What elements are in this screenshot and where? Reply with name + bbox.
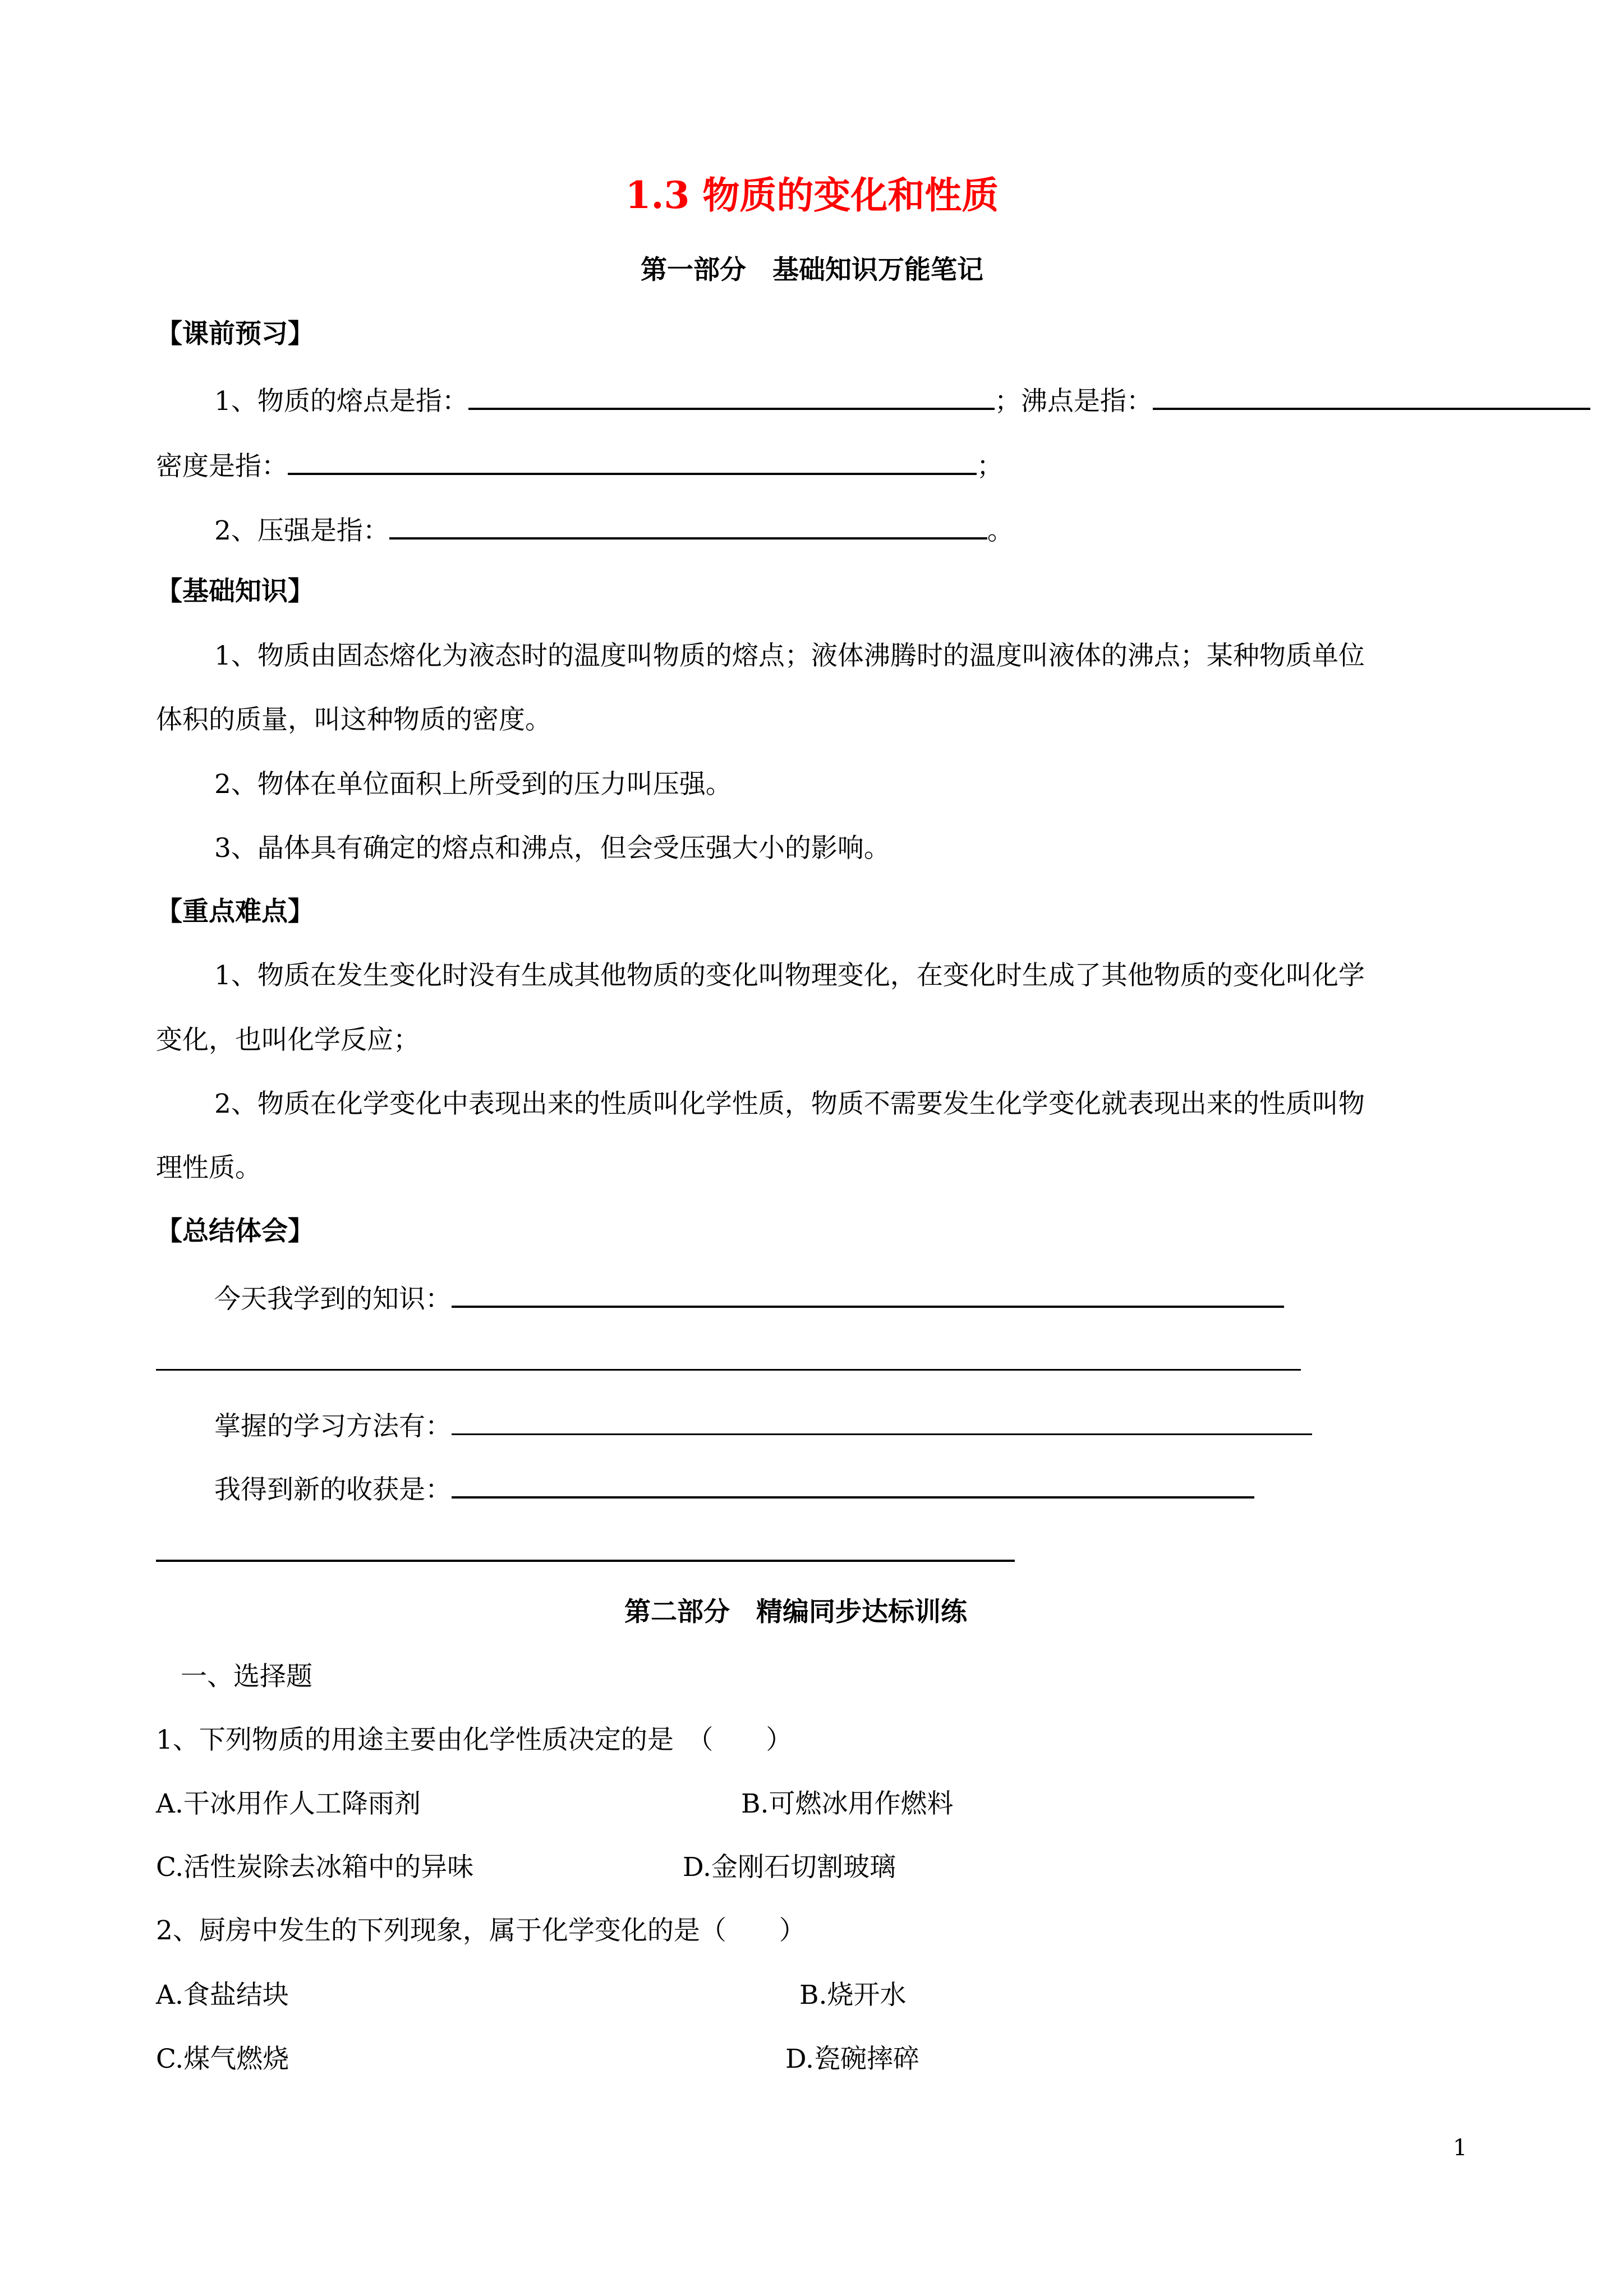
section-choice-heading: 一、选择题	[181, 1661, 312, 1692]
density-prompt: 密度是指：	[156, 451, 288, 482]
key-p1-line1: 1、物质在发生变化时没有生成其他物质的变化叫物理变化，在变化时生成了其他物质的变化叫化学	[214, 960, 1365, 991]
basic-p2: 2、物体在单位面积上所受到的压力叫压强。	[214, 769, 732, 800]
q1-option-c[interactable]: C.活性炭除去冰箱中的异味	[156, 1852, 474, 1883]
part1-heading: 第一部分 基础知识万能笔记	[641, 255, 983, 285]
key-heading: 【重点难点】	[156, 896, 314, 927]
part2-heading: 第二部分 精编同步达标训练	[624, 1597, 967, 1628]
preview-q2-line	[214, 511, 1014, 548]
q1-option-b[interactable]: B.可燃冰用作燃料	[741, 1788, 954, 1819]
q2-option-b[interactable]: B.烧开水	[799, 1980, 907, 2011]
q1-option-d[interactable]: D.金刚石切割玻璃	[683, 1852, 896, 1883]
learned-blank[interactable]	[452, 1280, 1284, 1308]
q2-option-c[interactable]: C.煤气燃烧	[156, 2044, 289, 2074]
basic-p1-line2: 体积的质量，叫这种物质的密度。	[156, 704, 551, 735]
pressure-suffix: 。	[987, 515, 1014, 546]
learned-blank-continued[interactable]	[156, 1369, 1301, 1371]
summary-learned-line	[214, 1280, 1284, 1316]
gains-blank-continued[interactable]	[156, 1560, 1015, 1562]
key-p2-line1: 2、物质在化学变化中表现出来的性质叫化学性质，物质不需要发生化学变化就表现出来的性质叫物	[214, 1089, 1365, 1119]
preview-q1b-line	[156, 447, 1003, 483]
summary-heading: 【总结体会】	[156, 1216, 314, 1247]
preview-q1-line	[214, 382, 1590, 418]
melting-point-prompt: 1、物质的熔点是指：	[214, 386, 468, 417]
q2-option-d[interactable]: D.瓷碗摔碎	[785, 2044, 919, 2074]
page-title: 1.3 物质的变化和性质	[625, 173, 999, 217]
basic-p3: 3、晶体具有确定的熔点和沸点，但会受压强大小的影响。	[214, 833, 890, 864]
key-p2-line2: 理性质。	[156, 1152, 261, 1183]
gains-prompt: 我得到新的收获是：	[214, 1474, 452, 1505]
q2-option-a[interactable]: A.食盐结块	[156, 1980, 289, 2011]
melting-point-blank[interactable]	[468, 382, 995, 410]
key-p1-line2: 变化，也叫化学反应；	[156, 1025, 420, 1055]
q1-option-a[interactable]: A.干冰用作人工降雨剂	[156, 1788, 421, 1819]
learned-prompt: 今天我学到的知识：	[214, 1284, 452, 1315]
summary-gains-line	[214, 1470, 1254, 1507]
boiling-point-blank[interactable]	[1153, 382, 1590, 410]
gains-blank[interactable]	[452, 1470, 1254, 1499]
methods-blank[interactable]	[452, 1408, 1312, 1435]
preview-heading: 【课前预习】	[156, 319, 314, 349]
density-blank[interactable]	[288, 447, 977, 475]
density-suffix: ；	[977, 451, 1003, 482]
basic-p1-line1: 1、物质由固态熔化为液态时的温度叫物质的熔点；液体沸腾时的温度叫液体的沸点；某种物质单位	[214, 640, 1365, 671]
summary-methods-line	[214, 1408, 1312, 1444]
pressure-prompt: 2、压强是指：	[214, 515, 389, 546]
page-number: 1	[1453, 2135, 1467, 2161]
question-2-stem: 2、厨房中发生的下列现象，属于化学变化的是（ ）	[156, 1915, 806, 1946]
methods-prompt: 掌握的学习方法有：	[214, 1411, 452, 1442]
question-1-stem: 1、下列物质的用途主要由化学性质决定的是 （ ）	[156, 1725, 793, 1755]
pressure-blank[interactable]	[389, 511, 987, 540]
basic-heading: 【基础知识】	[156, 576, 314, 607]
boiling-point-prompt: ；沸点是指：	[994, 386, 1153, 417]
